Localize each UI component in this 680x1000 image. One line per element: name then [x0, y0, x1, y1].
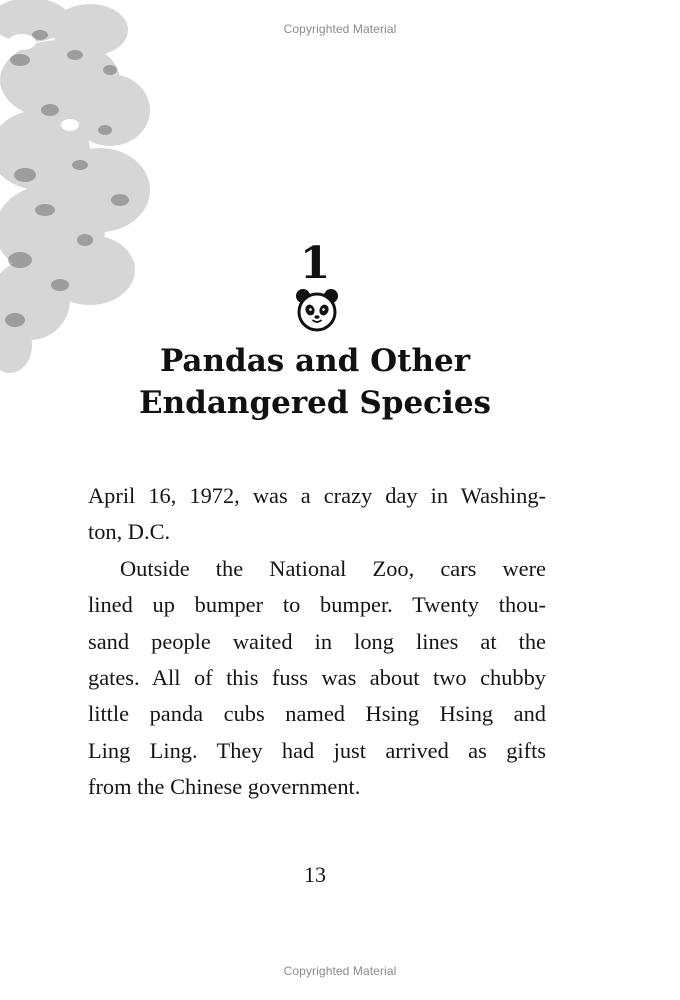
body-line: Ling Ling. They had just arrived as gifts — [88, 737, 546, 763]
page-number: 13 — [304, 862, 326, 887]
body-line: little panda cubs named Hsing Hsing and — [88, 701, 546, 727]
watercolor-foliage-illustration — [0, 0, 160, 380]
body-line: from the Chinese government. — [88, 774, 361, 800]
chapter-title-line: Pandas and Other — [159, 343, 471, 379]
body-line: April 16, 1972, was a crazy day in Washing- — [88, 483, 546, 508]
body-line: lined up bumper to bumper. Twenty thou- — [88, 592, 546, 618]
body-line: gates. All of this fuss was about two chubby — [88, 665, 546, 691]
body-line: sand people waited in long lines at the — [88, 628, 546, 654]
chapter-title-line: Endangered Species — [138, 385, 491, 421]
body-text — [88, 478, 546, 806]
copyright-watermark-bottom: Copyrighted Material — [283, 964, 397, 978]
chapter-number: 1 — [299, 238, 331, 289]
chapter-title — [0, 340, 630, 424]
body-line: ton, D.C. — [88, 519, 171, 545]
copyright-watermark-top: Copyrighted Material — [283, 22, 397, 36]
panda-face-icon — [294, 287, 340, 333]
body-line: Outside the National Zoo, cars were — [120, 555, 546, 581]
